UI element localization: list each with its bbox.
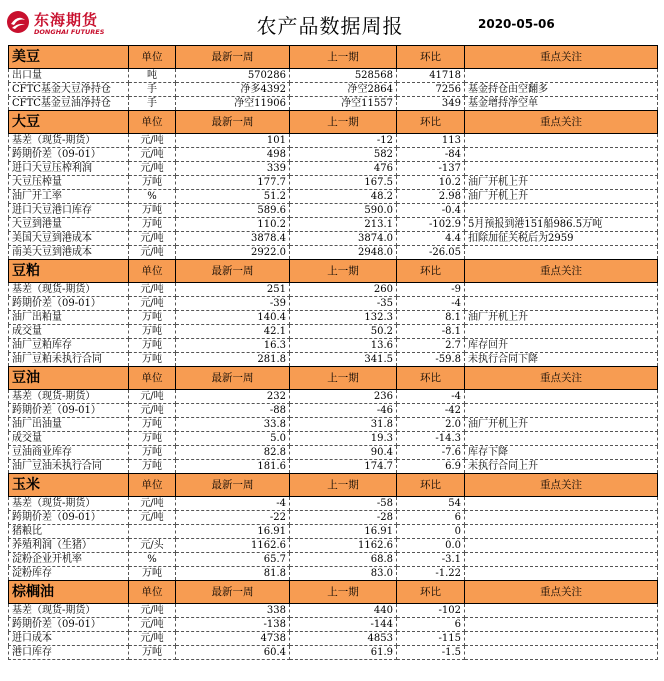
row-item-name: 基差（现货-期货）	[9, 134, 129, 148]
table-row	[9, 311, 658, 325]
row-note: 库存回升	[465, 339, 658, 353]
row-note	[465, 283, 658, 297]
row-latest-value: 3878.4	[176, 232, 290, 246]
row-unit: 万吨	[129, 218, 176, 232]
table-row	[9, 553, 658, 567]
row-note: 油厂开机上升	[465, 190, 658, 204]
row-item-name: 基差（现货-期货）	[9, 283, 129, 297]
column-header: 重点关注	[465, 474, 658, 497]
row-latest-value: 16.91	[176, 525, 290, 539]
row-change-value: -115	[397, 632, 465, 646]
row-change-value: -26.05	[397, 246, 465, 260]
table-row	[9, 190, 658, 204]
row-change-value: -102	[397, 604, 465, 618]
row-item-name: 油厂豆粕库存	[9, 339, 129, 353]
row-unit: 吨	[129, 69, 176, 83]
table-row	[9, 83, 658, 97]
row-note: 油厂开机上升	[465, 418, 658, 432]
row-note: 基金增持净空单	[465, 97, 658, 111]
row-previous-value: 净空2864	[290, 83, 397, 97]
row-unit: %	[129, 190, 176, 204]
logo-text-cn: 东海期货	[34, 11, 99, 29]
row-previous-value: 16.91	[290, 525, 397, 539]
row-note	[465, 69, 658, 83]
row-item-name: 豆油商业库存	[9, 446, 129, 460]
row-unit	[129, 525, 176, 539]
table-row	[9, 148, 658, 162]
row-item-name: 进口大豆压榨利润	[9, 162, 129, 176]
column-header: 重点关注	[465, 111, 658, 134]
table-row	[9, 97, 658, 111]
logo-text-en: DONGHAI FUTURES	[34, 28, 105, 36]
row-unit: 手	[129, 97, 176, 111]
row-unit: 万吨	[129, 567, 176, 581]
row-item-name: 养殖利润（生猪）	[9, 539, 129, 553]
row-item-name: 进口大豆港口库存	[9, 204, 129, 218]
row-item-name: CFTC基金豆油净持仓	[9, 97, 129, 111]
report-date: 2020-05-06	[478, 17, 555, 31]
row-note	[465, 553, 658, 567]
row-note	[465, 511, 658, 525]
row-latest-value: 净多4392	[176, 83, 290, 97]
column-header: 最新一周	[176, 260, 290, 283]
row-unit: 万吨	[129, 176, 176, 190]
row-previous-value: 476	[290, 162, 397, 176]
table-row	[9, 325, 658, 339]
row-change-value: 7256	[397, 83, 465, 97]
row-previous-value: -144	[290, 618, 397, 632]
table-row	[9, 418, 658, 432]
row-note	[465, 134, 658, 148]
row-latest-value: 60.4	[176, 646, 290, 660]
column-header: 单位	[129, 474, 176, 497]
row-note	[465, 646, 658, 660]
table-row	[9, 446, 658, 460]
row-latest-value: -4	[176, 497, 290, 511]
row-latest-value: 42.1	[176, 325, 290, 339]
row-previous-value: 236	[290, 390, 397, 404]
row-latest-value: 251	[176, 283, 290, 297]
row-latest-value: 181.6	[176, 460, 290, 474]
row-previous-value: 590.0	[290, 204, 397, 218]
row-item-name: 油厂出油量	[9, 418, 129, 432]
row-unit: 万吨	[129, 446, 176, 460]
row-note	[465, 148, 658, 162]
row-previous-value: 167.5	[290, 176, 397, 190]
row-unit: 万吨	[129, 311, 176, 325]
row-item-name: 猪粮比	[9, 525, 129, 539]
section-title: 棕榈油	[9, 581, 129, 604]
table-row	[9, 618, 658, 632]
row-unit: 元/吨	[129, 232, 176, 246]
row-previous-value: 341.5	[290, 353, 397, 367]
column-header: 上一期	[290, 260, 397, 283]
table-row	[9, 604, 658, 618]
row-latest-value: 498	[176, 148, 290, 162]
row-unit: 元/吨	[129, 604, 176, 618]
column-header: 最新一周	[176, 367, 290, 390]
column-header: 最新一周	[176, 474, 290, 497]
row-item-name: 大豆压榨量	[9, 176, 129, 190]
row-change-value: 6	[397, 618, 465, 632]
column-header: 最新一周	[176, 46, 290, 69]
table-row	[9, 176, 658, 190]
row-latest-value: 81.8	[176, 567, 290, 581]
report-title: 农产品数据周报	[256, 14, 404, 38]
row-note	[465, 567, 658, 581]
section-header	[9, 367, 658, 390]
row-latest-value: 232	[176, 390, 290, 404]
table-row	[9, 232, 658, 246]
section-header	[9, 111, 658, 134]
row-latest-value: 82.8	[176, 446, 290, 460]
data-table	[8, 45, 658, 660]
row-previous-value: 13.6	[290, 339, 397, 353]
row-latest-value: -22	[176, 511, 290, 525]
row-item-name: 港口库存	[9, 646, 129, 660]
row-unit: 手	[129, 83, 176, 97]
row-unit: 万吨	[129, 646, 176, 660]
row-unit: 万吨	[129, 432, 176, 446]
row-note	[465, 497, 658, 511]
row-note	[465, 325, 658, 339]
row-unit: 元/吨	[129, 618, 176, 632]
row-latest-value: 339	[176, 162, 290, 176]
row-item-name: 基差（现货-期货）	[9, 604, 129, 618]
row-unit: 万吨	[129, 339, 176, 353]
row-change-value: -1.22	[397, 567, 465, 581]
row-unit: 元/吨	[129, 404, 176, 418]
row-change-value: -4	[397, 297, 465, 311]
row-previous-value: 528568	[290, 69, 397, 83]
row-note: 未执行合同下降	[465, 353, 658, 367]
row-change-value: -8.1	[397, 325, 465, 339]
row-unit: 元/吨	[129, 134, 176, 148]
row-latest-value: 177.7	[176, 176, 290, 190]
row-unit: 万吨	[129, 418, 176, 432]
row-change-value: -59.8	[397, 353, 465, 367]
row-unit: %	[129, 553, 176, 567]
row-item-name: 跨期价差（09-01）	[9, 511, 129, 525]
table-row	[9, 511, 658, 525]
section-header	[9, 474, 658, 497]
row-previous-value: -35	[290, 297, 397, 311]
row-change-value: -4	[397, 390, 465, 404]
row-previous-value: 1162.6	[290, 539, 397, 553]
row-latest-value: 65.7	[176, 553, 290, 567]
table-row	[9, 632, 658, 646]
row-change-value: 6.9	[397, 460, 465, 474]
row-previous-value: 213.1	[290, 218, 397, 232]
row-item-name: 油厂豆油未执行合同	[9, 460, 129, 474]
column-header: 单位	[129, 260, 176, 283]
row-change-value: 6	[397, 511, 465, 525]
row-note: 基金持仓由空翻多	[465, 83, 658, 97]
row-latest-value: 2922.0	[176, 246, 290, 260]
row-note: 扣除加征关税后为2959	[465, 232, 658, 246]
column-header: 重点关注	[465, 367, 658, 390]
company-logo	[6, 6, 124, 40]
row-change-value: 0	[397, 525, 465, 539]
row-change-value: 2.0	[397, 418, 465, 432]
row-change-value: -137	[397, 162, 465, 176]
row-item-name: 出口量	[9, 69, 129, 83]
row-note	[465, 404, 658, 418]
row-previous-value: 2948.0	[290, 246, 397, 260]
row-previous-value: 净空11557	[290, 97, 397, 111]
row-note: 未执行合同上升	[465, 460, 658, 474]
row-unit: 元/吨	[129, 297, 176, 311]
row-latest-value: 110.2	[176, 218, 290, 232]
row-unit: 元/吨	[129, 497, 176, 511]
row-unit: 元/吨	[129, 390, 176, 404]
row-item-name: 成交量	[9, 432, 129, 446]
table-row	[9, 162, 658, 176]
row-item-name: 成交量	[9, 325, 129, 339]
row-change-value: 4.4	[397, 232, 465, 246]
row-previous-value: 260	[290, 283, 397, 297]
row-change-value: 54	[397, 497, 465, 511]
row-latest-value: 589.6	[176, 204, 290, 218]
row-note: 油厂开机上升	[465, 311, 658, 325]
row-item-name: 油厂开工率	[9, 190, 129, 204]
row-latest-value: -88	[176, 404, 290, 418]
section-header	[9, 260, 658, 283]
row-latest-value: 570286	[176, 69, 290, 83]
row-previous-value: 132.3	[290, 311, 397, 325]
table-row	[9, 390, 658, 404]
row-latest-value: 5.0	[176, 432, 290, 446]
row-change-value: 113	[397, 134, 465, 148]
row-latest-value: 33.8	[176, 418, 290, 432]
column-header: 最新一周	[176, 111, 290, 134]
row-latest-value: 338	[176, 604, 290, 618]
column-header: 环比	[397, 260, 465, 283]
row-previous-value: 4853	[290, 632, 397, 646]
row-previous-value: -28	[290, 511, 397, 525]
row-previous-value: -46	[290, 404, 397, 418]
column-header: 单位	[129, 581, 176, 604]
row-latest-value: 4738	[176, 632, 290, 646]
row-latest-value: 140.4	[176, 311, 290, 325]
table-row	[9, 567, 658, 581]
row-change-value: -84	[397, 148, 465, 162]
row-latest-value: 101	[176, 134, 290, 148]
column-header: 上一期	[290, 46, 397, 69]
row-note	[465, 525, 658, 539]
row-item-name: 基差（现货-期货）	[9, 390, 129, 404]
row-latest-value: 16.3	[176, 339, 290, 353]
row-latest-value: 51.2	[176, 190, 290, 204]
row-note	[465, 246, 658, 260]
row-change-value: -42	[397, 404, 465, 418]
row-unit: 元/头	[129, 539, 176, 553]
section-header	[9, 581, 658, 604]
column-header: 重点关注	[465, 46, 658, 69]
row-previous-value: 19.3	[290, 432, 397, 446]
row-change-value: -1.5	[397, 646, 465, 660]
table-row	[9, 134, 658, 148]
row-item-name: 淀粉库存	[9, 567, 129, 581]
row-previous-value: 68.8	[290, 553, 397, 567]
row-item-name: 南美大豆到港成本	[9, 246, 129, 260]
row-item-name: 美国大豆到港成本	[9, 232, 129, 246]
row-previous-value: 83.0	[290, 567, 397, 581]
section-header	[9, 46, 658, 69]
column-header: 环比	[397, 474, 465, 497]
row-change-value: 8.1	[397, 311, 465, 325]
row-note	[465, 604, 658, 618]
row-latest-value: 净空11906	[176, 97, 290, 111]
column-header: 重点关注	[465, 581, 658, 604]
row-change-value: -3.1	[397, 553, 465, 567]
table-row	[9, 218, 658, 232]
row-previous-value: 174.7	[290, 460, 397, 474]
row-note	[465, 390, 658, 404]
row-previous-value: 50.2	[290, 325, 397, 339]
row-item-name: 跨期价差（09-01）	[9, 297, 129, 311]
section-title: 豆油	[9, 367, 129, 390]
row-note	[465, 432, 658, 446]
row-change-value: -102.9	[397, 218, 465, 232]
table-row	[9, 525, 658, 539]
row-item-name: 油厂出粕量	[9, 311, 129, 325]
row-unit: 万吨	[129, 204, 176, 218]
row-change-value: -7.6	[397, 446, 465, 460]
row-latest-value: 281.8	[176, 353, 290, 367]
section-title: 玉米	[9, 474, 129, 497]
row-previous-value: -12	[290, 134, 397, 148]
row-previous-value: 440	[290, 604, 397, 618]
row-note	[465, 297, 658, 311]
table-row	[9, 69, 658, 83]
row-latest-value: -138	[176, 618, 290, 632]
column-header: 重点关注	[465, 260, 658, 283]
row-previous-value: 31.8	[290, 418, 397, 432]
row-note: 油厂开机上升	[465, 176, 658, 190]
row-item-name: 油厂豆粕未执行合同	[9, 353, 129, 367]
row-note	[465, 632, 658, 646]
row-change-value: -14.3	[397, 432, 465, 446]
logo-mark-icon	[6, 10, 30, 34]
row-unit: 万吨	[129, 353, 176, 367]
table-row	[9, 497, 658, 511]
row-previous-value: 90.4	[290, 446, 397, 460]
table-row	[9, 646, 658, 660]
table-row	[9, 432, 658, 446]
row-unit: 元/吨	[129, 148, 176, 162]
row-change-value: 0.0	[397, 539, 465, 553]
row-change-value: 2.98	[397, 190, 465, 204]
section-title: 豆粕	[9, 260, 129, 283]
table-row	[9, 404, 658, 418]
row-item-name: 跨期价差（09-01）	[9, 148, 129, 162]
report-header	[0, 0, 664, 44]
row-latest-value: -39	[176, 297, 290, 311]
column-header: 环比	[397, 367, 465, 390]
column-header: 单位	[129, 46, 176, 69]
row-unit: 元/吨	[129, 511, 176, 525]
column-header: 上一期	[290, 581, 397, 604]
column-header: 环比	[397, 111, 465, 134]
row-unit: 元/吨	[129, 162, 176, 176]
column-header: 环比	[397, 581, 465, 604]
row-change-value: -0.4	[397, 204, 465, 218]
row-note: 5月预报到港151船986.5万吨	[465, 218, 658, 232]
row-item-name: 基差（现货-期货）	[9, 497, 129, 511]
column-header: 上一期	[290, 367, 397, 390]
table-row	[9, 283, 658, 297]
row-previous-value: 61.9	[290, 646, 397, 660]
row-latest-value: 1162.6	[176, 539, 290, 553]
column-header: 单位	[129, 367, 176, 390]
row-change-value: 41718	[397, 69, 465, 83]
row-unit: 万吨	[129, 460, 176, 474]
column-header: 上一期	[290, 111, 397, 134]
row-item-name: 淀粉企业开机率	[9, 553, 129, 567]
row-note	[465, 539, 658, 553]
row-previous-value: 582	[290, 148, 397, 162]
column-header: 环比	[397, 46, 465, 69]
table-row	[9, 339, 658, 353]
row-change-value: 10.2	[397, 176, 465, 190]
table-row	[9, 539, 658, 553]
row-unit: 元/吨	[129, 246, 176, 260]
row-change-value: 349	[397, 97, 465, 111]
section-title: 大豆	[9, 111, 129, 134]
row-item-name: 进口成本	[9, 632, 129, 646]
table-row	[9, 460, 658, 474]
table-row	[9, 297, 658, 311]
column-header: 单位	[129, 111, 176, 134]
column-header: 上一期	[290, 474, 397, 497]
row-item-name: 大豆到港量	[9, 218, 129, 232]
row-note	[465, 618, 658, 632]
row-note	[465, 204, 658, 218]
section-title: 美豆	[9, 46, 129, 69]
row-unit: 元/吨	[129, 632, 176, 646]
row-change-value: -9	[397, 283, 465, 297]
row-item-name: 跨期价差（09-01）	[9, 618, 129, 632]
row-change-value: 2.7	[397, 339, 465, 353]
table-row	[9, 246, 658, 260]
column-header: 最新一周	[176, 581, 290, 604]
row-note: 库存下降	[465, 446, 658, 460]
table-row	[9, 353, 658, 367]
row-previous-value: 48.2	[290, 190, 397, 204]
row-unit: 万吨	[129, 325, 176, 339]
row-item-name: CFTC基金大豆净持仓	[9, 83, 129, 97]
row-previous-value: -58	[290, 497, 397, 511]
row-item-name: 跨期价差（09-01）	[9, 404, 129, 418]
row-unit: 元/吨	[129, 283, 176, 297]
table-row	[9, 204, 658, 218]
row-previous-value: 3874.0	[290, 232, 397, 246]
row-note	[465, 162, 658, 176]
